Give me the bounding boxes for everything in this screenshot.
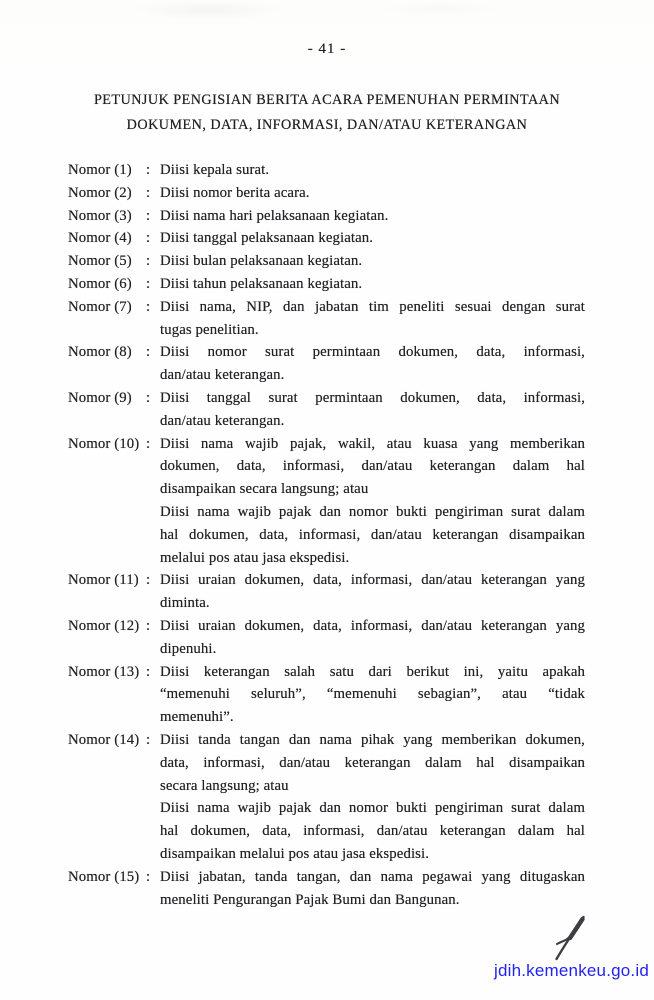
- description-line: dokumen, data, informasi, dan/atau keterangan dalam hal: [160, 458, 585, 475]
- scan-smudge: [128, 0, 288, 20]
- colon-separator: :: [146, 663, 151, 680]
- description-line: Diisi bulan pelaksanaan kegiatan.: [160, 253, 363, 270]
- nomor-label: Nomor (6): [68, 275, 132, 292]
- instruction-row: [68, 661, 585, 729]
- instruction-row: [68, 250, 585, 273]
- page-number: - 41 -: [307, 41, 347, 57]
- nomor-label: Nomor (12): [68, 617, 140, 634]
- item-description: [160, 205, 585, 228]
- instruction-row: [68, 273, 585, 296]
- instruction-row: [68, 205, 585, 228]
- document-title-line1: PETUNJUK PENGISIAN BERITA ACARA PEMENUHAN PERMINTAAN: [93, 92, 561, 108]
- description-line: dan/atau keterangan.: [160, 412, 285, 429]
- document-title: [40, 88, 614, 138]
- item-description: [160, 273, 585, 296]
- item-description: [160, 182, 585, 205]
- item-description: [160, 615, 585, 661]
- nomor-label: Nomor (11): [68, 572, 139, 589]
- description-line: Diisi nama wajib pajak dan nomor bukti pengiriman surat dalam: [160, 800, 585, 817]
- instruction-row: [68, 615, 585, 661]
- instruction-row: [68, 227, 585, 250]
- description-line: dipenuhi.: [160, 640, 217, 657]
- description-line: “memenuhi seluruh”, “memenuhi sebagian”, atau “tidak: [160, 686, 585, 703]
- description-line: secara langsung; atau: [160, 777, 289, 794]
- item-description: [160, 729, 585, 866]
- description-line: Diisi keterangan salah satu dari berikut ini, yaitu apakah: [160, 663, 585, 680]
- item-description: [160, 250, 585, 273]
- description-line: Diisi tanggal pelaksanaan kegiatan.: [160, 230, 374, 247]
- nomor-label: Nomor (13): [68, 663, 140, 680]
- colon-separator: :: [146, 617, 151, 634]
- nomor-label: Nomor (15): [68, 868, 140, 885]
- colon-separator: :: [146, 230, 151, 247]
- description-line: Diisi uraian dokumen, data, informasi, dan/atau keterangan yang: [160, 572, 585, 589]
- description-line: dan/atau keterangan.: [160, 367, 285, 384]
- instruction-row: [68, 341, 585, 387]
- item-description: [160, 866, 585, 912]
- nomor-label: Nomor (9): [68, 389, 132, 406]
- description-line: Diisi jabatan, tanda tangan, dan nama pegawai yang ditugaskan: [160, 868, 585, 885]
- description-line: tugas penelitian.: [160, 321, 259, 338]
- description-line: Diisi tanggal surat permintaan dokumen, data, informasi,: [160, 389, 585, 406]
- description-line: Diisi uraian dokumen, data, informasi, dan/atau keterangan yang: [160, 617, 585, 634]
- instruction-row: [68, 729, 585, 866]
- paraf-signature-icon: [548, 908, 592, 964]
- description-line: Diisi nama wajib pajak dan nomor bukti pengiriman surat dalam: [160, 503, 585, 520]
- description-line: Diisi nama wajib pajak, wakil, atau kuasa yang memberikan: [160, 435, 585, 452]
- nomor-label: Nomor (10): [68, 435, 140, 452]
- nomor-label: Nomor (3): [68, 207, 132, 224]
- instruction-row: [68, 569, 585, 615]
- colon-separator: :: [146, 389, 151, 406]
- description-line: Diisi tanda tangan dan nama pihak yang memberikan dokumen,: [160, 731, 585, 748]
- colon-separator: :: [146, 253, 151, 270]
- description-line: disampaikan melalui pos atau jasa ekspedisi.: [160, 845, 430, 862]
- description-line: Diisi nomor berita acara.: [160, 184, 310, 201]
- instruction-row: [68, 296, 585, 342]
- item-description: [160, 661, 585, 729]
- colon-separator: :: [146, 298, 151, 315]
- colon-separator: :: [146, 275, 151, 292]
- item-description: [160, 159, 585, 182]
- description-line: hal dokumen, data, informasi, dan/atau keterangan disampaikan: [160, 526, 585, 543]
- nomor-label: Nomor (8): [68, 344, 132, 361]
- nomor-label: Nomor (14): [68, 731, 140, 748]
- item-description: [160, 433, 585, 570]
- nomor-label: Nomor (7): [68, 298, 132, 315]
- item-description: [160, 569, 585, 615]
- description-line: Diisi kepala surat.: [160, 162, 270, 178]
- description-line: diminta.: [160, 595, 210, 612]
- nomor-label: Nomor (4): [68, 230, 132, 247]
- description-line: meneliti Pengurangan Pajak Bumi dan Bangunan.: [160, 891, 460, 908]
- scan-smudge: [380, 2, 500, 16]
- colon-separator: :: [146, 868, 151, 885]
- colon-separator: :: [146, 162, 151, 178]
- colon-separator: :: [146, 184, 151, 201]
- description-line: melalui pos atau jasa ekspedisi.: [160, 549, 350, 566]
- instruction-row: [68, 387, 585, 433]
- instruction-row: [68, 433, 585, 570]
- instruction-row: [68, 159, 585, 182]
- nomor-label: Nomor (1): [68, 162, 132, 178]
- colon-separator: :: [146, 572, 151, 589]
- nomor-label: Nomor (5): [68, 253, 132, 270]
- document-title-line2: DOKUMEN, DATA, INFORMASI, DAN/ATAU KETERANGAN: [126, 117, 528, 133]
- item-description: [160, 341, 585, 387]
- description-line: memenuhi”.: [160, 709, 234, 726]
- description-line: data, informasi, dan/atau keterangan dalam hal disampaikan: [160, 754, 585, 771]
- description-line: Diisi nomor surat permintaan dokumen, data, informasi,: [160, 344, 585, 361]
- instruction-row: [68, 182, 585, 205]
- instruction-row: [68, 866, 585, 912]
- item-description: [160, 296, 585, 342]
- item-description: [160, 387, 585, 433]
- jdih-watermark: jdih.kemenkeu.go.id: [493, 961, 649, 980]
- description-line: Diisi nama, NIP, dan jabatan tim peneliti sesuai dengan surat: [160, 298, 585, 315]
- description-line: Diisi tahun pelaksanaan kegiatan.: [160, 275, 363, 292]
- description-line: disampaikan secara langsung; atau: [160, 481, 369, 498]
- colon-separator: :: [146, 344, 151, 361]
- instruction-list: [68, 159, 585, 911]
- colon-separator: :: [146, 207, 151, 224]
- description-line: Diisi nama hari pelaksanaan kegiatan.: [160, 207, 389, 224]
- colon-separator: :: [146, 731, 151, 748]
- nomor-label: Nomor (2): [68, 184, 132, 201]
- colon-separator: :: [146, 435, 151, 452]
- description-line: hal dokumen, data, informasi, dan/atau keterangan dalam hal: [160, 823, 585, 840]
- item-description: [160, 227, 585, 250]
